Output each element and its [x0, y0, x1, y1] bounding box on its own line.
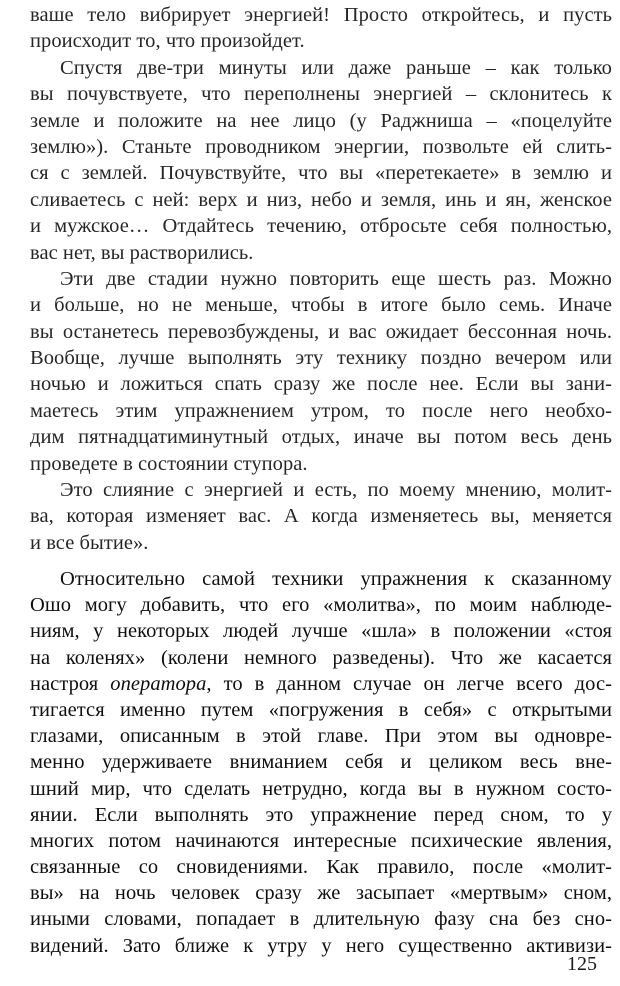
quote-line-3: Спустя две-три минуты или даже раньше – как только [60, 56, 612, 79]
quote-line-19: Это слияние с энергией и есть, по моему мнению, молит- [60, 479, 612, 502]
quote-line-11: Эти две стадии нужно повторить еще шесть раз. Можно [60, 267, 612, 290]
quoted-passage [30, 2, 612, 556]
quote-line-2: происходит то, что произойдет. [30, 30, 305, 53]
quote-line-18: проведете в состоянии ступора. [30, 452, 308, 475]
quote-line-8: сливаетесь с ней: верх и низ, небо и земля, инь и ян, женское [30, 188, 612, 211]
quote-line-13: вы останетесь перевозбуждены, и вас ожидает бессонная ночь. [30, 320, 612, 343]
main-line-5-start: настроя [30, 672, 111, 695]
quote-line-20: ва, которая изменяет вас. А когда изменяетесь вы, меняется [30, 505, 612, 528]
author-commentary [30, 566, 612, 959]
main-line-1: Относительно самой техники упражнения к сказанному [60, 568, 612, 590]
quote-line-12: и больше, но не меньше, чтобы в итоге было семь. Иначе [30, 294, 612, 317]
quote-line-4: вы почувствуете, что переполнены энергией – склонитесь к [30, 83, 612, 106]
main-line-9: шний мир, что сделать нетрудно, когда вы в нужном состо- [30, 777, 612, 800]
quote-line-7: ся с землей. Почувствуйте, что вы «перетекаете» в землю и [30, 162, 612, 185]
main-line-5-end: , то в данном случае он легче всего дос- [206, 672, 612, 695]
main-line-13: вы» на ночь человек сразу же засыпает «мертвым» сном, [30, 882, 612, 905]
main-line-11: многих потом начинаются интересные психические явления, [30, 829, 612, 852]
main-line-5 [30, 671, 612, 697]
main-line-3: ниям, у некоторых людей лучше «шла» в положении «стоя [30, 620, 612, 643]
quote-line-14: Вообще, лучше выполнять эту технику поздно вечером или [30, 347, 612, 370]
quote-line-17: дим пятнадцатиминутный отдых, иначе вы потом весь день [30, 426, 612, 449]
emphasized-term: оператора [110, 672, 207, 695]
main-line-8: менно удерживаете вниманием себя и целиком весь вне- [30, 751, 612, 774]
main-line-10: янии. Если выполнять это упражнение перед сном, то у [30, 803, 612, 826]
quote-line-21: и все бытие». [30, 531, 149, 554]
quote-line-16: маетесь этим упражнением утром, то после него необхо- [30, 399, 612, 422]
quote-line-1: ваше тело вибрирует энергией! Просто откройтесь, и пусть [30, 4, 612, 26]
main-line-12: связанные со сновидениями. Как правило, после «молит- [30, 856, 612, 879]
quote-line-9: и мужское… Отдайтесь течению, отбросьте себя полностью, [30, 215, 612, 238]
main-line-7: глазами, описанным в этой главе. При этом вы одновре- [30, 725, 612, 748]
quote-line-10: вас нет, вы растворились. [30, 241, 254, 264]
main-line-4: на коленях» (колени немного разведены). Что же касается [30, 646, 612, 669]
page-number: 125 [567, 953, 597, 975]
main-line-6: тигается именно путем «погружения в себя» с открытыми [30, 698, 612, 721]
quote-line-15: ночью и ложиться спать сразу же после нее. Если вы зани- [30, 373, 612, 396]
main-line-2: Ошо могу добавить, что его «молитва», по моим наблюде- [30, 594, 612, 617]
main-line-14: иными словами, попадает в длительную фазу сна без сно- [30, 908, 612, 931]
quote-line-6: землю»). Станьте проводником энергии, позвольте ей слить- [30, 135, 612, 158]
main-line-15: видений. Зато ближе к утру у него существенно активизи- [30, 934, 612, 957]
quote-line-5: земле и положите на нее лицо (у Раджниша – «поцелуйте [30, 109, 612, 132]
